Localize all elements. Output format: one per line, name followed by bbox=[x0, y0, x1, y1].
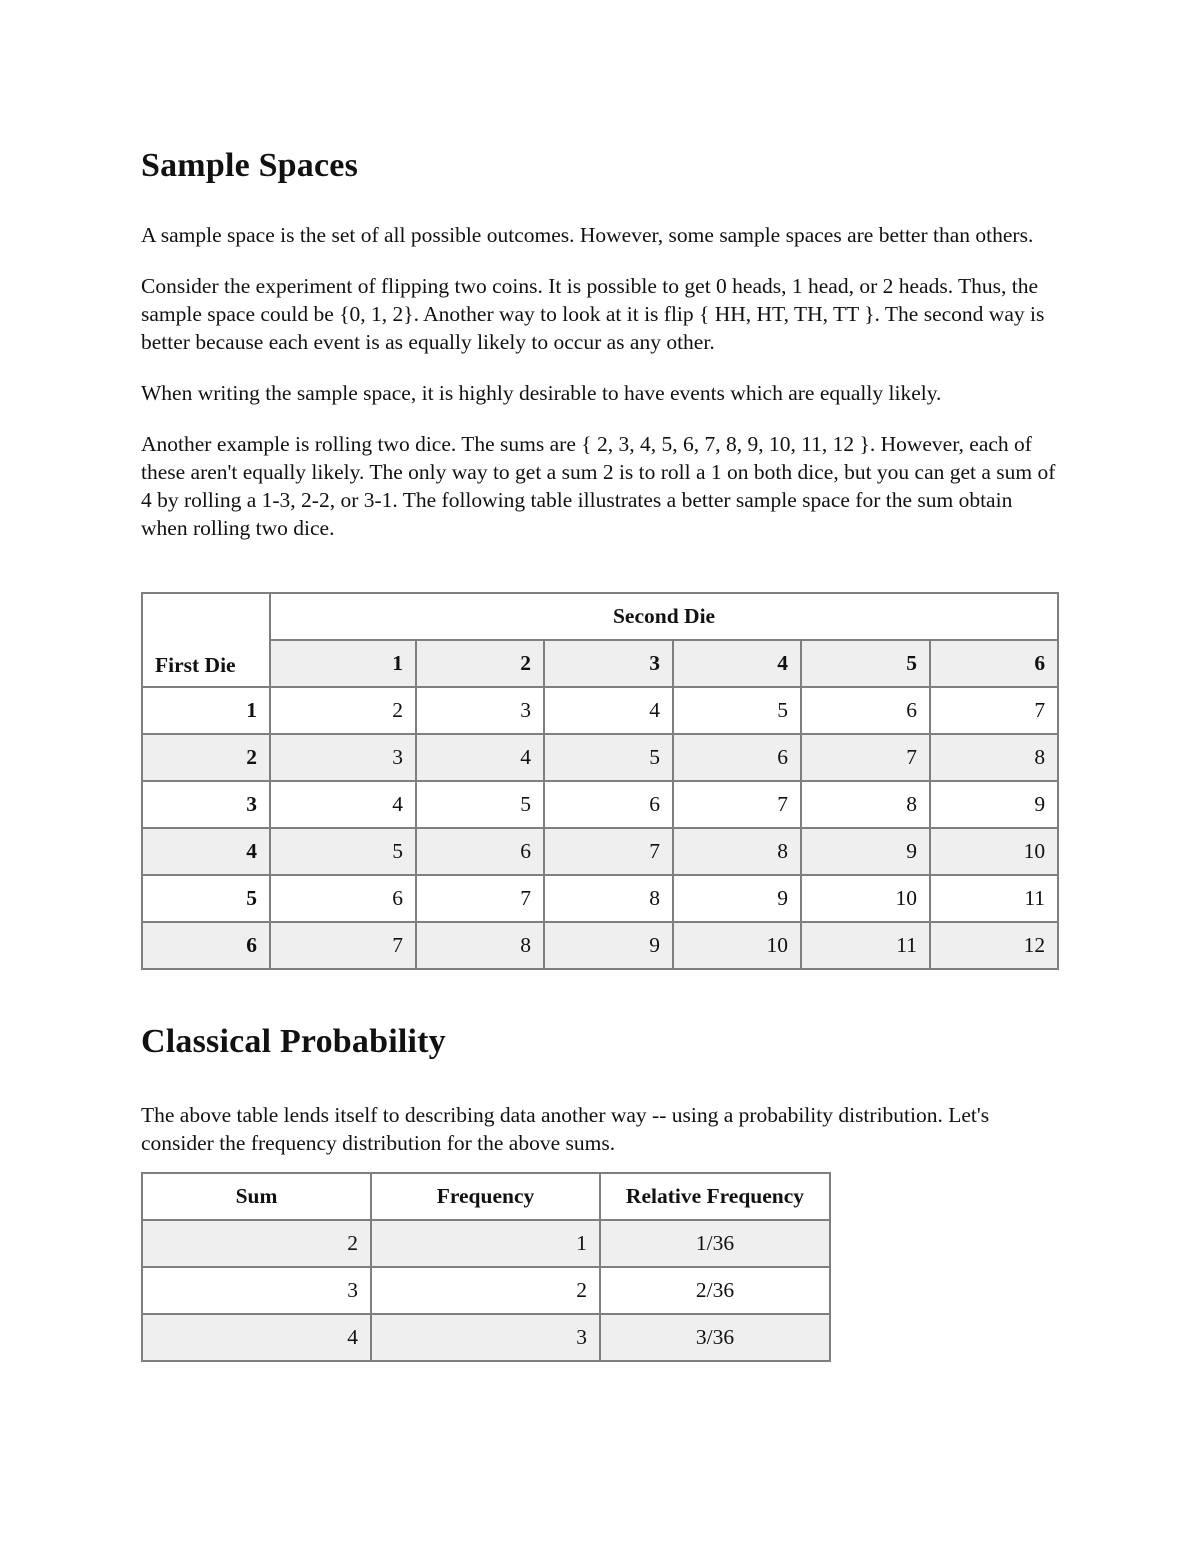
table-cell: 7 bbox=[801, 734, 930, 781]
table-cell: 8 bbox=[930, 734, 1058, 781]
table-cell: 4 bbox=[416, 734, 544, 781]
table-cell: 6 bbox=[673, 734, 801, 781]
table-cell: 3 bbox=[142, 1267, 371, 1314]
table-cell: 6 bbox=[801, 687, 930, 734]
row-header: 2 bbox=[142, 734, 270, 781]
table-cell: 7 bbox=[673, 781, 801, 828]
table-cell: 1 bbox=[371, 1220, 600, 1267]
table-cell: 12 bbox=[930, 922, 1058, 969]
table-cell: 4 bbox=[544, 687, 673, 734]
table-cell: 7 bbox=[544, 828, 673, 875]
row-header: 3 bbox=[142, 781, 270, 828]
table-cell: 9 bbox=[544, 922, 673, 969]
paragraph-coins: Consider the experiment of flipping two coins. It is possible to get 0 heads, 1 head, or 2 heads. Thus, the sample space could be {0, 1, 2}. Another way to look at it is flip { HH, HT, TH, TT }. The second way is better because each event is as equally likely to occur as any other. bbox=[141, 274, 1045, 354]
column-header: 4 bbox=[673, 640, 801, 687]
first-die-header: First Die bbox=[142, 593, 270, 687]
dice-sum-table bbox=[141, 592, 1059, 970]
row-header: 5 bbox=[142, 875, 270, 922]
table-cell: 11 bbox=[930, 875, 1058, 922]
paragraph-distribution: The above table lends itself to describing data another way -- using a probability distribution. Let's consider the frequency distribution for the above sums. bbox=[141, 1103, 990, 1155]
table-cell: 6 bbox=[416, 828, 544, 875]
table-cell: 2 bbox=[371, 1267, 600, 1314]
table-cell: 8 bbox=[416, 922, 544, 969]
table-row bbox=[142, 922, 1058, 969]
row-header: 4 bbox=[142, 828, 270, 875]
column-header: Frequency bbox=[371, 1173, 600, 1220]
table-cell: 7 bbox=[930, 687, 1058, 734]
table-cell: 9 bbox=[673, 875, 801, 922]
column-header: Relative Frequency bbox=[600, 1173, 830, 1220]
table-cell: 3 bbox=[270, 734, 416, 781]
heading-classical-probability: Classical Probability bbox=[141, 1023, 446, 1060]
column-header: 6 bbox=[930, 640, 1058, 687]
table-cell: 8 bbox=[801, 781, 930, 828]
table-cell: 7 bbox=[416, 875, 544, 922]
table-cell: 3 bbox=[371, 1314, 600, 1361]
classical-probability-section bbox=[141, 1016, 1061, 1157]
paragraph-equally-likely: When writing the sample space, it is highly desirable to have events which are equally likely. bbox=[141, 381, 942, 405]
table-cell: 5 bbox=[673, 687, 801, 734]
column-header: 1 bbox=[270, 640, 416, 687]
table-cell: 4 bbox=[142, 1314, 371, 1361]
table-cell: 5 bbox=[544, 734, 673, 781]
table-cell: 10 bbox=[801, 875, 930, 922]
table-cell: 2 bbox=[270, 687, 416, 734]
table-row bbox=[142, 687, 1058, 734]
table-row bbox=[142, 828, 1058, 875]
table-cell: 3/36 bbox=[600, 1314, 830, 1361]
table-cell: 3 bbox=[416, 687, 544, 734]
table-cell: 2/36 bbox=[600, 1267, 830, 1314]
column-header: 2 bbox=[416, 640, 544, 687]
second-die-header: Second Die bbox=[270, 593, 1058, 640]
column-header: 3 bbox=[544, 640, 673, 687]
paragraph-dice: Another example is rolling two dice. The sums are { 2, 3, 4, 5, 6, 7, 8, 9, 10, 11, 12 }. However, each of these aren't equally likely. The only way to get a sum 2 is to roll a 1 on both dice, but you can get a sum of 4 by rolling a 1-3, 2-2, or 3-1. The following table illustrates a better sample space for the sum obtain when rolling two dice. bbox=[141, 432, 1056, 540]
table-cell: 10 bbox=[673, 922, 801, 969]
column-header: Sum bbox=[142, 1173, 371, 1220]
table-cell: 1/36 bbox=[600, 1220, 830, 1267]
heading-sample-spaces: Sample Spaces bbox=[141, 147, 359, 184]
table-cell: 6 bbox=[544, 781, 673, 828]
table-cell: 6 bbox=[270, 875, 416, 922]
table-cell: 8 bbox=[673, 828, 801, 875]
table-row bbox=[142, 875, 1058, 922]
table-cell: 11 bbox=[801, 922, 930, 969]
table-cell: 4 bbox=[270, 781, 416, 828]
table-row bbox=[142, 781, 1058, 828]
table-row bbox=[142, 734, 1058, 781]
row-header: 6 bbox=[142, 922, 270, 969]
table-cell: 5 bbox=[416, 781, 544, 828]
table-cell: 2 bbox=[142, 1220, 371, 1267]
table-cell: 7 bbox=[270, 922, 416, 969]
table-cell: 8 bbox=[544, 875, 673, 922]
document-page bbox=[141, 140, 1061, 1349]
paragraph-definition: A sample space is the set of all possible outcomes. However, some sample spaces are better than others. bbox=[141, 223, 1034, 247]
table-cell: 10 bbox=[930, 828, 1058, 875]
table-row bbox=[142, 1314, 830, 1361]
frequency-table bbox=[141, 1172, 831, 1362]
table-cell: 9 bbox=[930, 781, 1058, 828]
table-cell: 9 bbox=[801, 828, 930, 875]
table-row bbox=[142, 1220, 830, 1267]
column-header: 5 bbox=[801, 640, 930, 687]
table-cell: 5 bbox=[270, 828, 416, 875]
table-row bbox=[142, 1267, 830, 1314]
row-header: 1 bbox=[142, 687, 270, 734]
